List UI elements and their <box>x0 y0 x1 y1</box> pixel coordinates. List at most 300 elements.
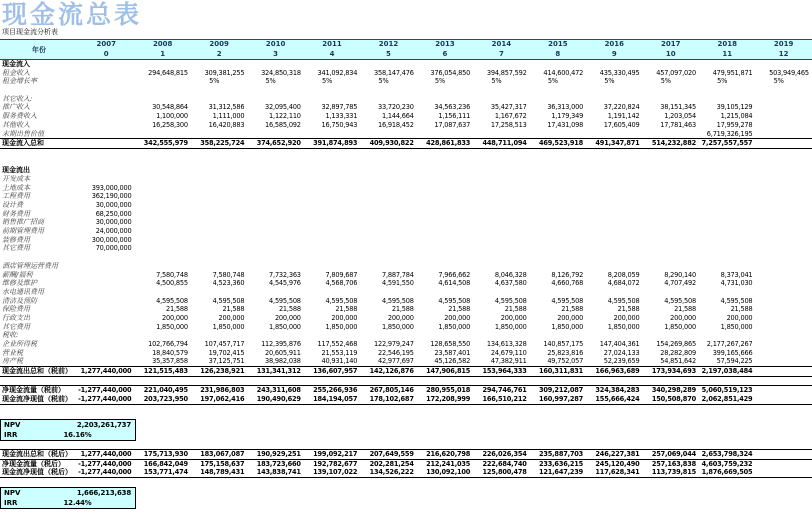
cell: 1,133,331 <box>325 112 358 121</box>
cell <box>473 210 529 219</box>
cell: 6,719,326,195 <box>706 129 753 138</box>
cell: 160,997,287 <box>538 395 584 404</box>
cell <box>247 201 303 210</box>
cell <box>643 262 699 271</box>
cell <box>360 175 416 184</box>
cell: 1,850,000 <box>551 322 584 331</box>
cell: 154,269,865 <box>656 340 696 348</box>
cell: 7,887,784 <box>381 270 414 279</box>
cell <box>304 149 360 158</box>
cell: 448,711,094 <box>482 139 527 148</box>
cell <box>78 262 134 271</box>
cell <box>473 262 529 271</box>
table-row <box>0 297 812 306</box>
cell <box>304 253 360 262</box>
cell: 358,225,724 <box>200 139 245 148</box>
cell <box>360 60 416 69</box>
cell <box>134 86 190 95</box>
cell <box>191 192 247 201</box>
cell: 1,850,000 <box>720 322 753 331</box>
year-index: 9 <box>611 49 617 58</box>
cell <box>304 210 360 219</box>
cell <box>191 201 247 210</box>
year-column-header <box>360 40 416 59</box>
cell: 30,000,000 <box>95 218 132 227</box>
table-row <box>0 130 812 139</box>
cell <box>304 218 360 227</box>
cell: 38,151,345 <box>660 103 696 112</box>
row-label: 房产税 <box>2 357 23 366</box>
cell <box>417 130 473 139</box>
row-label: 营业税 <box>2 348 23 357</box>
cell: 1,850,000 <box>212 322 245 331</box>
cell <box>586 377 642 386</box>
cell <box>191 130 247 139</box>
npv-irr-box-posttax <box>0 487 136 509</box>
cell <box>78 139 134 148</box>
cell <box>304 236 360 245</box>
row-label: 销售推广招商 <box>2 218 44 227</box>
cell: 1,850,000 <box>438 322 471 331</box>
cell: 32,095,400 <box>265 103 301 112</box>
cell <box>755 314 811 323</box>
cell <box>247 60 303 69</box>
cell <box>417 201 473 210</box>
cell <box>530 210 586 219</box>
cell: 37,220,824 <box>603 103 640 112</box>
row-label: 其它收入: <box>2 94 33 103</box>
year-index: 8 <box>555 49 561 58</box>
cell: 153,771,474 <box>143 468 188 477</box>
cell <box>360 86 416 95</box>
cell: -1,277,440,000 <box>78 395 132 404</box>
cell: 183,723,660 <box>256 459 301 468</box>
cell: 7,809,687 <box>325 270 358 279</box>
pretax-cashflow-table <box>0 60 812 405</box>
cell: 21,553,119 <box>321 348 358 357</box>
cell <box>417 227 473 236</box>
cell: 184,194,057 <box>313 395 358 404</box>
irr-row <box>1 498 135 508</box>
row-label: 现金流出 <box>2 166 30 175</box>
cell: 435,330,495 <box>599 68 640 77</box>
cell: 1,156,111 <box>438 112 471 121</box>
table-row <box>0 86 812 95</box>
cell: 4,591,550 <box>381 279 414 288</box>
cell: 148,789,431 <box>200 468 245 477</box>
row-label: 薪酬/福利 <box>2 270 33 279</box>
cell <box>417 377 473 386</box>
cell <box>643 175 699 184</box>
year-index: 4 <box>329 49 335 58</box>
cell <box>586 227 642 236</box>
page-title: 现金流总表 <box>2 0 143 29</box>
cell <box>417 175 473 184</box>
cell <box>473 130 529 139</box>
npv-label: NPV <box>4 420 21 429</box>
cell: 136,607,957 <box>313 367 358 376</box>
cell: 122,979,247 <box>373 340 414 348</box>
cell: 200,000 <box>557 313 584 322</box>
cell <box>530 218 586 227</box>
cell <box>530 158 586 167</box>
cell: 21,588 <box>448 305 471 314</box>
cell: 192,782,677 <box>313 459 358 468</box>
row-label: 现金流净现值（税后） <box>2 468 72 477</box>
cell <box>134 288 190 297</box>
table-row <box>0 288 812 297</box>
irr-label: IRR <box>4 430 18 439</box>
cell <box>473 192 529 201</box>
table-row <box>0 305 812 314</box>
cell: 112,395,876 <box>261 340 301 348</box>
cell: 130,092,100 <box>426 468 471 477</box>
cell: 5% <box>378 77 389 86</box>
cell <box>134 201 190 210</box>
cell <box>78 69 134 78</box>
cell <box>78 86 134 95</box>
row-label: 净现金流量（税前） <box>2 386 65 395</box>
cell <box>417 60 473 69</box>
cell <box>134 192 190 201</box>
cell <box>78 158 134 167</box>
cell <box>473 60 529 69</box>
cell <box>78 340 134 349</box>
cell: 52,239,659 <box>603 357 640 366</box>
cell <box>473 149 529 158</box>
cell: 140,857,175 <box>543 340 584 348</box>
row-label: 水电通讯费用 <box>2 287 44 296</box>
cell <box>304 158 360 167</box>
cell: 309,381,255 <box>204 68 245 77</box>
cell <box>530 244 586 253</box>
cell: 33,720,230 <box>377 103 414 112</box>
cell: 16,585,092 <box>265 120 301 129</box>
cell <box>191 262 247 271</box>
cell <box>755 86 811 95</box>
cell <box>699 218 755 227</box>
cell <box>78 175 134 184</box>
cell <box>586 60 642 69</box>
cell <box>417 158 473 167</box>
cell <box>360 149 416 158</box>
table-row <box>0 340 812 349</box>
cell <box>755 158 811 167</box>
cell: 7,580,748 <box>212 270 245 279</box>
cell: 143,838,741 <box>256 468 301 477</box>
cell <box>247 236 303 245</box>
cell <box>643 192 699 201</box>
table-row <box>0 236 812 245</box>
cell <box>191 227 247 236</box>
cell <box>134 262 190 271</box>
cell: 243,311,608 <box>256 386 301 395</box>
table-row <box>0 184 812 193</box>
cell: 362,190,000 <box>91 192 132 201</box>
cell: 8,373,041 <box>720 270 753 279</box>
cell: 4,595,508 <box>664 296 696 305</box>
cell: 358,147,476 <box>373 68 414 77</box>
cell <box>755 253 811 262</box>
cell <box>586 95 642 104</box>
year-index: 1 <box>160 49 166 58</box>
cell: 1,179,349 <box>551 112 584 121</box>
cell: 25,823,816 <box>547 348 584 357</box>
irr-value: 12.44% <box>63 498 92 507</box>
table-row <box>0 460 812 469</box>
table-row <box>0 158 812 167</box>
cell <box>755 121 811 130</box>
table-row <box>0 357 812 366</box>
cell <box>247 218 303 227</box>
cell: 324,850,318 <box>261 68 301 77</box>
cell <box>755 236 811 245</box>
cell <box>304 331 360 340</box>
cell: 1,100,000 <box>156 112 188 121</box>
cell <box>699 95 755 104</box>
table-row <box>0 279 812 288</box>
cell: 21,588 <box>166 305 188 314</box>
cell <box>304 95 360 104</box>
year-index: 6 <box>442 49 448 58</box>
cell <box>755 279 811 288</box>
cell: 7,966,662 <box>438 270 471 279</box>
cell: -1,277,440,000 <box>78 386 132 395</box>
cell: 40,931,140 <box>321 357 358 366</box>
cell: 200,000 <box>331 313 358 322</box>
cell: 35,427,317 <box>490 103 527 112</box>
cell <box>755 139 811 148</box>
cell <box>755 149 811 158</box>
cell: 160,311,831 <box>538 367 584 376</box>
cell: 2,197,038,484 <box>701 367 753 376</box>
cell: 16,420,883 <box>208 120 245 129</box>
cell <box>755 192 811 201</box>
cell: 190,490,629 <box>256 395 301 404</box>
cell <box>360 158 416 167</box>
cell <box>473 158 529 167</box>
npv-row <box>1 420 135 430</box>
cell: 300,000,000 <box>91 235 132 244</box>
cell <box>530 377 586 386</box>
cell <box>643 86 699 95</box>
cell: 5% <box>547 77 558 86</box>
cell <box>586 253 642 262</box>
cell <box>247 130 303 139</box>
year-column-header <box>191 40 247 59</box>
cell <box>78 121 134 130</box>
cell: 280,955,018 <box>426 386 471 395</box>
cell: 117,552,468 <box>317 340 358 348</box>
year-value: 2011 <box>322 40 342 48</box>
cell <box>755 377 811 386</box>
cell: 21,588 <box>222 305 245 314</box>
cell <box>473 244 529 253</box>
cell: 1,203,054 <box>664 112 696 121</box>
cell: 21,588 <box>561 305 584 314</box>
row-label: 前期管理费用 <box>2 227 44 236</box>
cell: 17,431,098 <box>547 120 584 129</box>
cell <box>755 450 811 459</box>
cell <box>304 192 360 201</box>
cell <box>699 166 755 175</box>
cell <box>473 253 529 262</box>
cell <box>755 218 811 227</box>
year-axis-label: 年份 <box>32 45 46 54</box>
cell <box>473 175 529 184</box>
cell <box>473 184 529 193</box>
cell: 1,850,000 <box>325 322 358 331</box>
cell <box>643 236 699 245</box>
cell: 21,588 <box>674 305 696 314</box>
row-label <box>0 149 78 158</box>
cell <box>755 166 811 175</box>
cell: -1,277,440,000 <box>78 459 132 468</box>
row-label: 净现金流量（税后） <box>2 459 65 468</box>
row-label: 行政支出 <box>2 313 30 322</box>
cell <box>699 244 755 253</box>
cell <box>643 95 699 104</box>
cell <box>755 367 811 376</box>
cell: 200,000 <box>613 313 640 322</box>
cell: 5% <box>773 77 784 86</box>
cell: 113,739,815 <box>651 468 696 477</box>
cell: 8,208,059 <box>607 270 640 279</box>
cell <box>191 253 247 262</box>
cell <box>191 218 247 227</box>
cell <box>134 218 190 227</box>
cell <box>78 279 134 288</box>
cell: 4,595,508 <box>720 296 753 305</box>
cell: 16,750,943 <box>321 120 358 129</box>
cell: 147,404,361 <box>599 340 640 348</box>
cell <box>643 288 699 297</box>
cell <box>699 149 755 158</box>
cell <box>530 262 586 271</box>
cell <box>530 86 586 95</box>
cell: 1,850,000 <box>156 322 188 331</box>
cell: 5% <box>604 77 615 86</box>
cell: 428,861,833 <box>426 139 471 148</box>
cell <box>304 184 360 193</box>
cell <box>417 244 473 253</box>
cell <box>191 149 247 158</box>
npv-label: NPV <box>4 488 21 497</box>
cell <box>643 166 699 175</box>
cell <box>643 210 699 219</box>
cell: 1,850,000 <box>664 322 696 331</box>
cell <box>304 201 360 210</box>
row-label: 维修及维护 <box>2 279 37 288</box>
cell: 200,000 <box>670 313 696 322</box>
cell: 121,647,239 <box>538 468 584 477</box>
cell <box>755 112 811 121</box>
cell <box>360 236 416 245</box>
table-row <box>0 77 812 86</box>
cell: 212,241,035 <box>426 459 471 468</box>
cell: 142,126,876 <box>369 367 414 376</box>
cell <box>78 305 134 314</box>
cell: 235,887,703 <box>538 449 584 458</box>
cell <box>417 236 473 245</box>
cell <box>417 262 473 271</box>
year-value: 2009 <box>209 40 229 48</box>
cell: 16,918,452 <box>377 120 414 129</box>
cell <box>304 377 360 386</box>
cell: 1,167,672 <box>494 112 527 121</box>
cell: 231,986,803 <box>200 386 245 395</box>
cell: 139,107,022 <box>313 468 358 477</box>
cell <box>191 86 247 95</box>
row-label: 开发成本 <box>2 174 30 183</box>
cell <box>78 103 134 112</box>
cell: 457,097,020 <box>656 68 696 77</box>
cell: 21,588 <box>504 305 527 314</box>
table-row <box>0 366 812 377</box>
cell <box>134 77 190 86</box>
cell <box>643 201 699 210</box>
npv-value: 1,666,213,638 <box>76 488 131 497</box>
cell: 4,595,508 <box>381 296 414 305</box>
cell: 134,613,328 <box>486 340 527 348</box>
cell: 107,457,717 <box>204 340 245 348</box>
cell: 4,731,030 <box>720 279 753 288</box>
table-row <box>0 175 812 184</box>
cell: 342,555,979 <box>143 139 188 148</box>
cell <box>191 210 247 219</box>
cell <box>586 175 642 184</box>
cell: 175,158,637 <box>200 459 245 468</box>
cell <box>78 130 134 139</box>
cell: 294,746,761 <box>482 386 527 395</box>
cell: 8,126,792 <box>551 270 584 279</box>
cell <box>191 184 247 193</box>
cell: 245,120,490 <box>595 459 640 468</box>
cell <box>643 253 699 262</box>
cell <box>755 184 811 193</box>
cell: 294,648,815 <box>148 68 188 77</box>
cell: 200,000 <box>387 313 414 322</box>
cell <box>473 227 529 236</box>
table-row <box>0 253 812 262</box>
year-column-header <box>530 40 586 59</box>
year-value: 2018 <box>717 40 737 48</box>
cell: 255,266,936 <box>313 386 358 395</box>
cell <box>191 158 247 167</box>
cell: 479,951,871 <box>712 68 753 77</box>
cell <box>191 331 247 340</box>
cell: 2,177,267,267 <box>706 340 753 348</box>
cell <box>247 288 303 297</box>
cell: 18,840,579 <box>152 348 188 357</box>
cell: 257,163,838 <box>651 459 696 468</box>
cell: 409,930,822 <box>369 139 414 148</box>
cell <box>304 175 360 184</box>
cell <box>247 158 303 167</box>
year-index: 2 <box>216 49 222 58</box>
cell: 17,087,637 <box>434 120 471 129</box>
cell <box>78 271 134 280</box>
year-value: 2014 <box>491 40 512 48</box>
cell <box>755 130 811 139</box>
cell <box>473 218 529 227</box>
cell: 172,208,999 <box>426 395 471 404</box>
cell <box>247 149 303 158</box>
cell: 503,949,465 <box>769 68 809 77</box>
cell: 1,850,000 <box>494 322 527 331</box>
cell <box>643 218 699 227</box>
cell: 391,874,893 <box>313 139 358 148</box>
